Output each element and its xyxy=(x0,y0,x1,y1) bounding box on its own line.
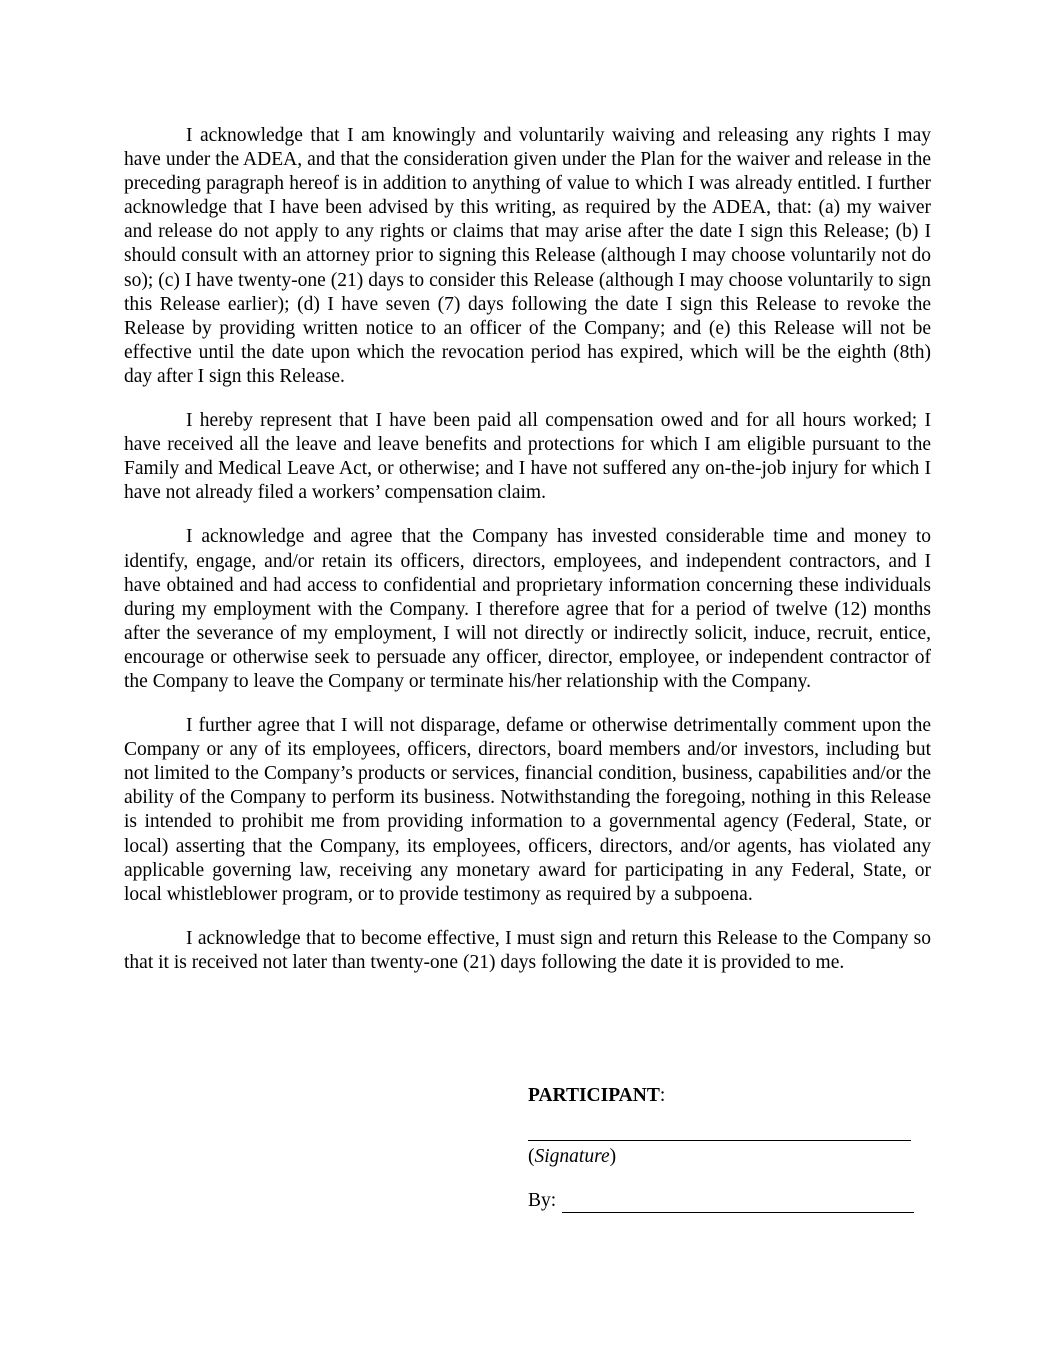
signature-block xyxy=(528,1084,928,1213)
paragraph-non-solicitation: I acknowledge and agree that the Company has invested considerable time and money to identify, engage, and/or retain its officers, directors, employees, and independent contractors, and I have obtained and had access to confidential and proprietary information concerning these individuals during my employment with the Company. I therefore agree that for a period of twelve (12) months after the severance of my employment, I will not directly or indirectly solicit, induce, recruit, entice, encourage or otherwise seek to persuade any officer, director, employee, or independent contractor of the Company to leave the Company or terminate his/her relationship with the Company. xyxy=(124,526,931,692)
paragraph-compensation: I hereby represent that I have been paid all compensation owed and for all hours worked; I have received all the leave and leave benefits and protections for which I am eligible pursuant to the Family and Medical Leave Act, or otherwise; and I have not suffered any on-the-job injury for which I have not already filed a workers’ compensation claim. xyxy=(124,410,931,504)
by-name-line[interactable] xyxy=(562,1194,914,1213)
signature-line[interactable] xyxy=(528,1140,911,1141)
by-row xyxy=(528,1189,928,1213)
signature-caption xyxy=(528,1145,928,1169)
by-label: By: xyxy=(528,1190,557,1211)
paragraph-adea-waiver: I acknowledge that I am knowingly and voluntarily waiving and releasing any rights I may have under the ADEA, and that the consideration given under the Plan for the waiver and release in the preceding paragraph hereof is in addition to anything of value to which I was already entitled. I further acknowledge that I have been advised by this writing, as required by the ADEA, that: (a) my waiver and release do not apply to any rights or claims that may arise after the date I sign this Release; (b) I should consult with an attorney prior to signing this Release (although I may choose voluntarily not do so); (c) I have twenty-one (21) days to consider this Release (although I may choose voluntarily to sign this Release earlier); (d) I have seven (7) days following the date I sign this Release to revoke the Release by providing written notice to an officer of the Company; and (e) this Release will not be effective until the date upon which the revocation period has expired, which will be the eighth (8th) day after I sign this Release. xyxy=(124,125,931,387)
document-body xyxy=(124,124,931,995)
participant-label: PARTICIPANT xyxy=(528,1085,660,1106)
paragraph-effectiveness: I acknowledge that to become effective, I must sign and return this Release to the Company so that it is received not later than twenty-one (21) days following the date it is provided to me. xyxy=(124,927,931,973)
participant-heading xyxy=(528,1084,928,1108)
signature-caption-open: ( xyxy=(528,1146,535,1167)
paragraph-non-disparagement: I further agree that I will not disparage, defame or otherwise detrimentally comment upon the Company or any of its employees, officers, directors, board members and/or investors, including but not limited to the Company’s products or services, financial condition, business, capabilities and/or the ability of the Company to perform its business. Notwithstanding the foregoing, nothing in this Release is intended to prohibit me from providing information to a governmental agency (Federal, State, or local) asserting that the Company, its employees, officers, directors, and/or agents, has violated any applicable governing law, receiving any monetary award for participating in any Federal, State, or local whistleblower program, or to provide testimony as required by a subpoena. xyxy=(124,715,931,905)
participant-colon: : xyxy=(659,1085,666,1106)
signature-caption-text: Signature xyxy=(534,1146,610,1167)
signature-caption-close: ) xyxy=(609,1146,617,1167)
